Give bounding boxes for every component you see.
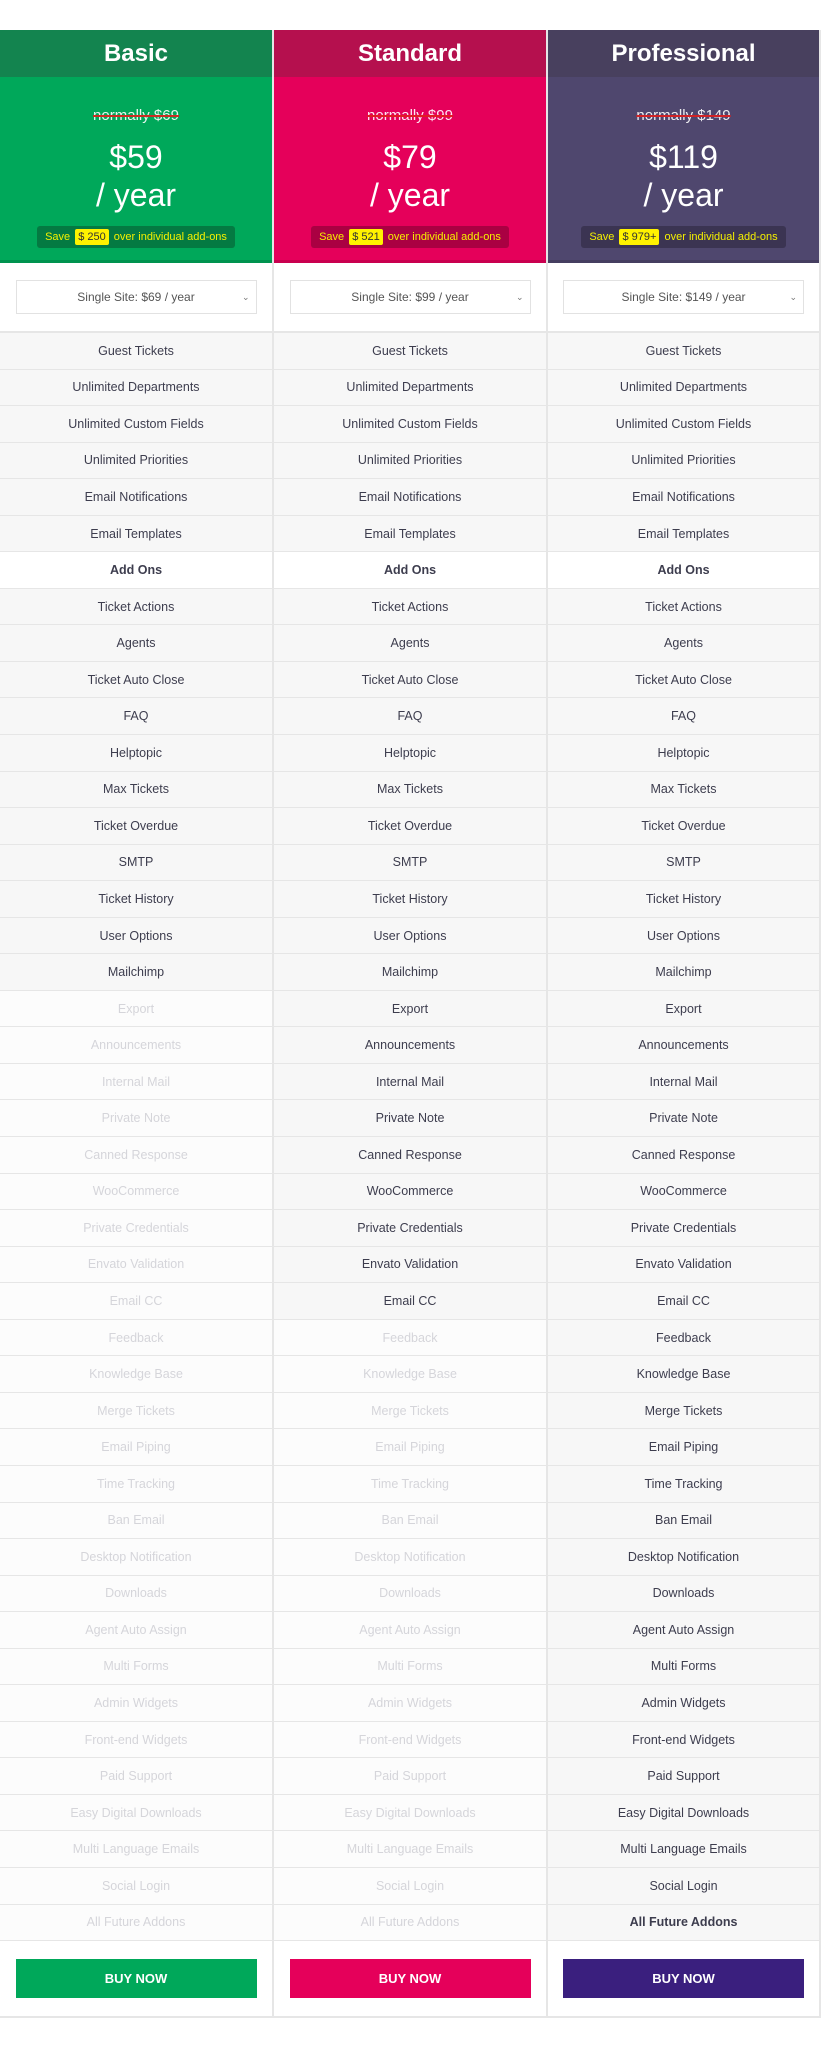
normal-price: normally $69	[93, 107, 179, 124]
feature-row: Admin Widgets	[0, 1685, 272, 1722]
save-suffix: over individual add-ons	[387, 231, 501, 243]
save-label: Save	[45, 231, 71, 243]
feature-row: WooCommerce	[0, 1174, 272, 1211]
feature-row: Max Tickets	[274, 772, 546, 809]
feature-row: Ticket Overdue	[548, 808, 819, 845]
chevron-down-icon: ⌄	[789, 291, 797, 302]
feature-row: Internal Mail	[274, 1064, 546, 1101]
buy-now-button[interactable]: BUY NOW	[290, 1959, 531, 1998]
feature-row: Canned Response	[548, 1137, 819, 1174]
savings-badge	[311, 226, 509, 248]
feature-row: Canned Response	[0, 1137, 272, 1174]
pricing-table	[0, 30, 821, 2018]
feature-row: Internal Mail	[0, 1064, 272, 1101]
feature-row: Internal Mail	[548, 1064, 819, 1101]
license-select-row	[274, 263, 546, 333]
plan-title: Basic	[0, 30, 272, 77]
feature-row: Paid Support	[274, 1758, 546, 1795]
feature-row: Agent Auto Assign	[274, 1612, 546, 1649]
feature-row: Export	[274, 991, 546, 1028]
feature-row: Ban Email	[274, 1503, 546, 1540]
feature-row: Mailchimp	[274, 954, 546, 991]
feature-row: Ticket History	[548, 881, 819, 918]
feature-row: Email Piping	[274, 1429, 546, 1466]
feature-row: SMTP	[0, 845, 272, 882]
feature-row: All Future Addons	[548, 1905, 819, 1942]
feature-row: Ticket Overdue	[0, 808, 272, 845]
feature-row: Email Notifications	[0, 479, 272, 516]
feature-row: Paid Support	[0, 1758, 272, 1795]
feature-row: Desktop Notification	[274, 1539, 546, 1576]
feature-row: Ticket Auto Close	[274, 662, 546, 699]
feature-row: Ticket Auto Close	[0, 662, 272, 699]
save-amount: $ 521	[349, 229, 383, 245]
feature-row: Feedback	[274, 1320, 546, 1357]
feature-row: Helptopic	[0, 735, 272, 772]
feature-row: Email Templates	[548, 516, 819, 553]
feature-row: Email CC	[0, 1283, 272, 1320]
buy-now-button[interactable]: BUY NOW	[563, 1959, 804, 1998]
feature-row: Email Templates	[274, 516, 546, 553]
feature-row: Ticket History	[0, 881, 272, 918]
feature-row: Private Note	[274, 1100, 546, 1137]
feature-row: Unlimited Departments	[274, 370, 546, 407]
price-period: / year	[369, 177, 451, 213]
feature-row: Multi Language Emails	[274, 1831, 546, 1868]
plan-title: Standard	[274, 30, 546, 77]
feature-row: Envato Validation	[548, 1247, 819, 1284]
feature-row: Helptopic	[548, 735, 819, 772]
buy-row	[274, 1941, 546, 2018]
feature-row: Mailchimp	[548, 954, 819, 991]
license-select-row	[0, 263, 272, 333]
feature-row: Unlimited Custom Fields	[0, 406, 272, 443]
feature-row: Front-end Widgets	[548, 1722, 819, 1759]
feature-row: Announcements	[0, 1027, 272, 1064]
feature-row: Social Login	[548, 1868, 819, 1905]
feature-row: Multi Language Emails	[0, 1831, 272, 1868]
feature-row: Ticket Actions	[274, 589, 546, 626]
feature-row: Envato Validation	[0, 1247, 272, 1284]
plan-title: Professional	[548, 30, 819, 77]
buy-now-button[interactable]: BUY NOW	[16, 1959, 257, 1998]
feature-row: Announcements	[274, 1027, 546, 1064]
license-select[interactable]	[16, 280, 257, 314]
feature-row: Agent Auto Assign	[0, 1612, 272, 1649]
feature-row: Admin Widgets	[548, 1685, 819, 1722]
feature-row: Unlimited Custom Fields	[548, 406, 819, 443]
feature-row: Ticket Actions	[548, 589, 819, 626]
buy-row	[0, 1941, 272, 2018]
plan-professional	[548, 30, 821, 2018]
feature-row: Knowledge Base	[0, 1356, 272, 1393]
feature-row: Time Tracking	[0, 1466, 272, 1503]
feature-row: Unlimited Departments	[0, 370, 272, 407]
feature-row: Mailchimp	[0, 954, 272, 991]
feature-row: Downloads	[274, 1576, 546, 1613]
feature-row: Email Piping	[0, 1429, 272, 1466]
feature-row: SMTP	[548, 845, 819, 882]
feature-row: Multi Language Emails	[548, 1831, 819, 1868]
feature-row: Announcements	[548, 1027, 819, 1064]
feature-row: Desktop Notification	[548, 1539, 819, 1576]
feature-list	[0, 333, 272, 1941]
save-label: Save	[589, 231, 615, 243]
feature-row: Private Note	[0, 1100, 272, 1137]
feature-row: Easy Digital Downloads	[274, 1795, 546, 1832]
feature-row: Knowledge Base	[274, 1356, 546, 1393]
save-suffix: over individual add-ons	[664, 231, 778, 243]
feature-row: Email Piping	[548, 1429, 819, 1466]
feature-row: Admin Widgets	[274, 1685, 546, 1722]
feature-row: WooCommerce	[548, 1174, 819, 1211]
feature-row: Export	[0, 991, 272, 1028]
normal-price: normally $149	[636, 107, 731, 124]
feature-row: Front-end Widgets	[274, 1722, 546, 1759]
feature-row: Private Credentials	[548, 1210, 819, 1247]
feature-row: Easy Digital Downloads	[548, 1795, 819, 1832]
save-label: Save	[319, 231, 345, 243]
feature-row: Merge Tickets	[0, 1393, 272, 1430]
save-amount: $ 250	[75, 229, 109, 245]
feature-row: Guest Tickets	[548, 333, 819, 370]
feature-row: Ticket Overdue	[274, 808, 546, 845]
plan-price: $79	[383, 139, 437, 175]
feature-row: Email Notifications	[274, 479, 546, 516]
chevron-down-icon: ⌄	[515, 291, 524, 302]
plan-standard	[274, 30, 548, 2018]
plan-price: $119	[649, 139, 718, 175]
price-block	[274, 77, 546, 263]
feature-row: Easy Digital Downloads	[0, 1795, 272, 1832]
savings-badge	[581, 226, 785, 248]
feature-section-header: Add Ons	[0, 552, 272, 589]
feature-row: Multi Forms	[0, 1649, 272, 1686]
feature-row: User Options	[274, 918, 546, 955]
feature-row: Email Templates	[0, 516, 272, 553]
feature-row: Private Credentials	[0, 1210, 272, 1247]
feature-row: Agents	[548, 625, 819, 662]
feature-row: Time Tracking	[548, 1466, 819, 1503]
feature-list	[548, 333, 819, 1941]
price-block	[0, 77, 272, 263]
license-select[interactable]	[290, 280, 531, 314]
price-period: / year	[95, 177, 177, 213]
feature-row: Unlimited Custom Fields	[274, 406, 546, 443]
feature-row: Email CC	[548, 1283, 819, 1320]
feature-row: Knowledge Base	[548, 1356, 819, 1393]
feature-row: SMTP	[274, 845, 546, 882]
feature-list	[274, 333, 546, 1941]
license-select[interactable]	[563, 280, 804, 314]
feature-row: Social Login	[274, 1868, 546, 1905]
license-select-value: Single Site: $69 / year	[77, 290, 195, 304]
feature-row: Guest Tickets	[0, 333, 272, 370]
feature-row: Unlimited Priorities	[274, 443, 546, 480]
feature-row: User Options	[548, 918, 819, 955]
feature-row: Front-end Widgets	[0, 1722, 272, 1759]
feature-row: Helptopic	[274, 735, 546, 772]
feature-row: Ban Email	[548, 1503, 819, 1540]
license-select-value: Single Site: $149 / year	[621, 290, 746, 304]
license-select-value: Single Site: $99 / year	[351, 290, 469, 304]
feature-row: Private Note	[548, 1100, 819, 1137]
feature-row: Private Credentials	[274, 1210, 546, 1247]
feature-row: Max Tickets	[0, 772, 272, 809]
feature-row: Multi Forms	[548, 1649, 819, 1686]
save-suffix: over individual add-ons	[113, 231, 227, 243]
feature-row: Email CC	[274, 1283, 546, 1320]
feature-row: Canned Response	[274, 1137, 546, 1174]
feature-row: Unlimited Priorities	[548, 443, 819, 480]
plan-price: $59	[109, 139, 163, 175]
price-block	[548, 77, 819, 263]
feature-row: FAQ	[0, 698, 272, 735]
feature-row: Multi Forms	[274, 1649, 546, 1686]
feature-row: Ban Email	[0, 1503, 272, 1540]
feature-row: Guest Tickets	[274, 333, 546, 370]
feature-row: Feedback	[548, 1320, 819, 1357]
feature-section-header: Add Ons	[548, 552, 819, 589]
feature-row: Ticket Auto Close	[548, 662, 819, 699]
feature-row: Desktop Notification	[0, 1539, 272, 1576]
buy-row	[548, 1941, 819, 2018]
feature-row: Downloads	[548, 1576, 819, 1613]
chevron-down-icon: ⌄	[241, 291, 250, 302]
price-period: / year	[643, 177, 724, 213]
feature-row: Export	[548, 991, 819, 1028]
normal-price: normally $99	[367, 107, 453, 124]
feature-row: Agents	[274, 625, 546, 662]
feature-row: Email Notifications	[548, 479, 819, 516]
plan-basic	[0, 30, 274, 2018]
feature-section-header: Add Ons	[274, 552, 546, 589]
feature-row: Merge Tickets	[548, 1393, 819, 1430]
feature-row: All Future Addons	[0, 1905, 272, 1942]
license-select-row	[548, 263, 819, 333]
feature-row: Downloads	[0, 1576, 272, 1613]
feature-row: Time Tracking	[274, 1466, 546, 1503]
feature-row: Ticket History	[274, 881, 546, 918]
feature-row: Social Login	[0, 1868, 272, 1905]
feature-row: Max Tickets	[548, 772, 819, 809]
feature-row: User Options	[0, 918, 272, 955]
feature-row: Merge Tickets	[274, 1393, 546, 1430]
feature-row: Unlimited Departments	[548, 370, 819, 407]
save-amount: $ 979+	[619, 229, 659, 245]
feature-row: FAQ	[548, 698, 819, 735]
feature-row: FAQ	[274, 698, 546, 735]
feature-row: Paid Support	[548, 1758, 819, 1795]
feature-row: Unlimited Priorities	[0, 443, 272, 480]
feature-row: Agent Auto Assign	[548, 1612, 819, 1649]
feature-row: Envato Validation	[274, 1247, 546, 1284]
feature-row: Ticket Actions	[0, 589, 272, 626]
savings-badge	[37, 226, 235, 248]
feature-row: WooCommerce	[274, 1174, 546, 1211]
feature-row: Feedback	[0, 1320, 272, 1357]
feature-row: Agents	[0, 625, 272, 662]
feature-row: All Future Addons	[274, 1905, 546, 1942]
